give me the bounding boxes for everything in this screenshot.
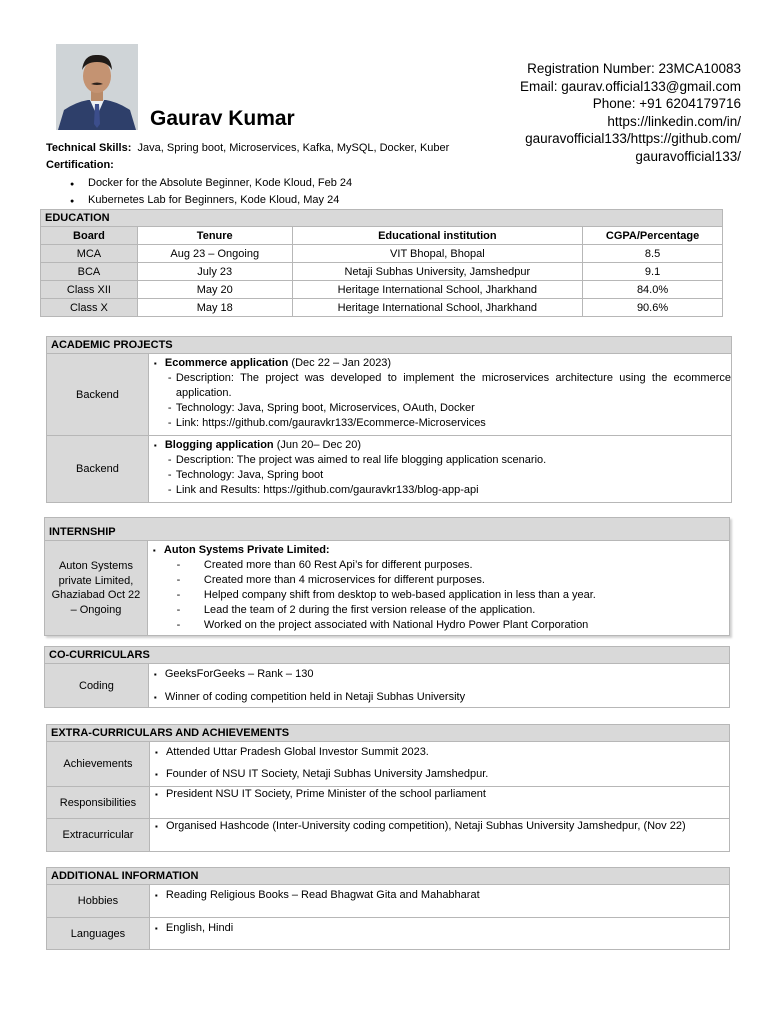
bullet-icon: ▪ <box>154 822 158 831</box>
project-row: Backend ▪ Ecommerce application (Dec 22 – Jan 2023) - Description: The project was developed to implement the microservices architecture using the ecommerce application. - Technology: Java, Spring boot, Microservices, OAuth, Docker - Link: https://github.com/gauravkr133/Ecommerce-Microservices <box>47 354 732 436</box>
table-row: BCA July 23 Netaji Subhas University, Jamshedpur 9.1 <box>41 263 723 281</box>
project-name: Blogging application <box>164 439 274 451</box>
additional-info-row <box>47 918 730 950</box>
row-label: Achievements <box>47 742 150 787</box>
certification-item: ● Kubernetes Lab for Beginners, Kode Kloud, May 24 <box>70 194 340 206</box>
list-item: President NSU IT Society, Prime Minister of the school parliament <box>165 788 486 800</box>
extracurricular-row <box>47 742 730 787</box>
phone-text: Phone: +91 6204179716 <box>592 96 741 111</box>
bullet-icon: ▪ <box>153 441 157 450</box>
cocurricular-heading: CO-CURRICULARS <box>45 647 730 664</box>
list-item: Winner of coding competition held in Netaji Subhas University <box>164 691 466 703</box>
project-category: Backend <box>47 354 149 436</box>
extracurricular-heading: EXTRA-CURRICULARS AND ACHIEVEMENTS <box>47 725 730 742</box>
bullet-icon: ▪ <box>153 670 157 679</box>
bullet-icon: ▪ <box>153 359 157 368</box>
table-header-row <box>41 227 723 245</box>
additional-info-row <box>47 885 730 918</box>
list-item: English, Hindi <box>165 922 234 934</box>
github-link[interactable]: gauravofficial133/https://github.com/ <box>525 131 741 146</box>
education-table <box>40 209 723 317</box>
list-item: GeeksForGeeks – Rank – 130 <box>164 668 314 680</box>
project-link[interactable]: Link: https://github.com/gauravkr133/Ecommerce-Microservices <box>175 417 486 429</box>
table-row: Class XII May 20 Heritage International School, Jharkhand 84.0% <box>41 281 723 299</box>
internship-task: Created more than 60 Rest Api’s for different purposes. <box>203 559 473 571</box>
profile-photo <box>56 44 138 130</box>
row-label: Languages <box>47 918 150 950</box>
internship-company: Auton Systems Private Limited: <box>163 544 330 556</box>
extracurricular-row <box>47 787 730 819</box>
internship-task: Lead the team of 2 during the first version release of the application. <box>203 604 536 616</box>
column-header: Board <box>41 227 138 245</box>
extracurricular-row <box>47 819 730 852</box>
project-link[interactable]: Link and Results: https://github.com/gauravkr133/blog-app-api <box>175 484 479 496</box>
internship-table <box>44 517 730 636</box>
skills-label: Technical Skills: <box>46 142 132 154</box>
row-label: Hobbies <box>47 885 150 918</box>
bullet-icon: ▪ <box>154 891 158 900</box>
internship-company-label: Auton Systems private Limited, Ghaziabad Oct 22 – Ongoing <box>45 541 148 636</box>
additional-info-heading: ADDITIONAL INFORMATION <box>47 868 730 885</box>
table-row: Class X May 18 Heritage International School, Jharkhand 90.6% <box>41 299 723 317</box>
bullet-icon: ▪ <box>154 748 158 757</box>
internship-heading: INTERNSHIP <box>45 518 730 541</box>
column-header: CGPA/Percentage <box>583 227 723 245</box>
skills-text: Java, Spring boot, Microservices, Kafka, MySQL, Docker, Kuber <box>137 142 450 154</box>
bullet-icon: ▪ <box>154 790 158 799</box>
projects-heading: ACADEMIC PROJECTS <box>47 337 732 354</box>
row-label: Extracurricular <box>47 819 150 852</box>
candidate-name: Gaurav Kumar <box>150 107 295 130</box>
contact-block <box>441 60 741 165</box>
bullet-icon: ● <box>70 198 75 205</box>
list-item: Organised Hashcode (Inter-University coding competition), Netaji Subhas University Jamshedpur, (Nov 22) <box>165 820 686 832</box>
row-label: Responsibilities <box>47 787 150 819</box>
column-header: Educational institution <box>292 227 582 245</box>
registration-number: Registration Number: 23MCA10083 <box>527 61 741 76</box>
internship-task: Worked on the project associated with National Hydro Power Plant Corporation <box>203 619 589 631</box>
project-technology: Technology: Java, Spring boot <box>175 469 324 481</box>
projects-table <box>46 336 732 503</box>
internship-task: Helped company shift from desktop to web-based application in less than a year. <box>203 589 596 601</box>
github-link-cont[interactable]: gauravofficial133/ <box>635 148 741 164</box>
certification-item: ● Docker for the Absolute Beginner, Kode Kloud, Feb 24 <box>70 177 353 189</box>
bullet-icon: ▪ <box>152 546 156 555</box>
list-item: Founder of NSU IT Society, Netaji Subhas University Jamshedpur. <box>165 768 489 780</box>
linkedin-link[interactable]: https://linkedin.com/in/ <box>607 113 741 129</box>
internship-row: Auton Systems private Limited, Ghaziabad Oct 22 – Ongoing ▪ Auton Systems Private Limited: - Created more than 60 Rest Api’s for different purposes. - Created more than 4 microservices for different purposes. - Helped company shift from desktop to web-based application in less than a year. - Lead the team of 2 during the first version release of the application. - Worked on the project associated with National Hydro Power Plant Corporation <box>45 541 730 636</box>
bullet-icon: ● <box>70 181 75 188</box>
cocurricular-row <box>45 664 730 708</box>
education-heading: EDUCATION <box>41 210 723 227</box>
bullet-icon: ▪ <box>154 924 158 933</box>
email-text: Email: gaurav.official133@gmail.com <box>519 78 741 94</box>
bullet-icon: ▪ <box>153 693 157 702</box>
list-item: Reading Religious Books – Read Bhagwat Gita and Mahabharat <box>165 889 480 901</box>
additional-info-table <box>46 867 730 950</box>
extracurricular-table <box>46 724 730 852</box>
project-description: Description: The project was aimed to real life blogging application scenario. <box>175 454 547 466</box>
cocurricular-label: Coding <box>45 664 149 708</box>
project-technology: Technology: Java, Spring boot, Microservices, OAuth, Docker <box>175 402 475 414</box>
project-category: Backend <box>47 436 149 503</box>
list-item: Attended Uttar Pradesh Global Investor Summit 2023. <box>165 746 429 758</box>
column-header: Tenure <box>137 227 292 245</box>
project-name: Ecommerce application <box>164 357 289 369</box>
bullet-icon: ▪ <box>154 770 158 779</box>
certification-heading: Certification: <box>46 159 114 171</box>
cocurricular-table <box>44 646 730 708</box>
project-description: Description: The project was developed to implement the microservices architecture using the ecommerce application. <box>175 372 731 399</box>
project-row: Backend ▪ Blogging application (Jun 20– Dec 20) - Description: The project was aimed to real life blogging application scenario. - Technology: Java, Spring boot - Link and Results: https://github.com/gauravkr133/blog-app-api <box>47 436 732 503</box>
internship-task: Created more than 4 microservices for different purposes. <box>203 574 485 586</box>
technical-skills <box>46 142 460 154</box>
table-row: MCA Aug 23 – Ongoing VIT Bhopal, Bhopal 8.5 <box>41 245 723 263</box>
